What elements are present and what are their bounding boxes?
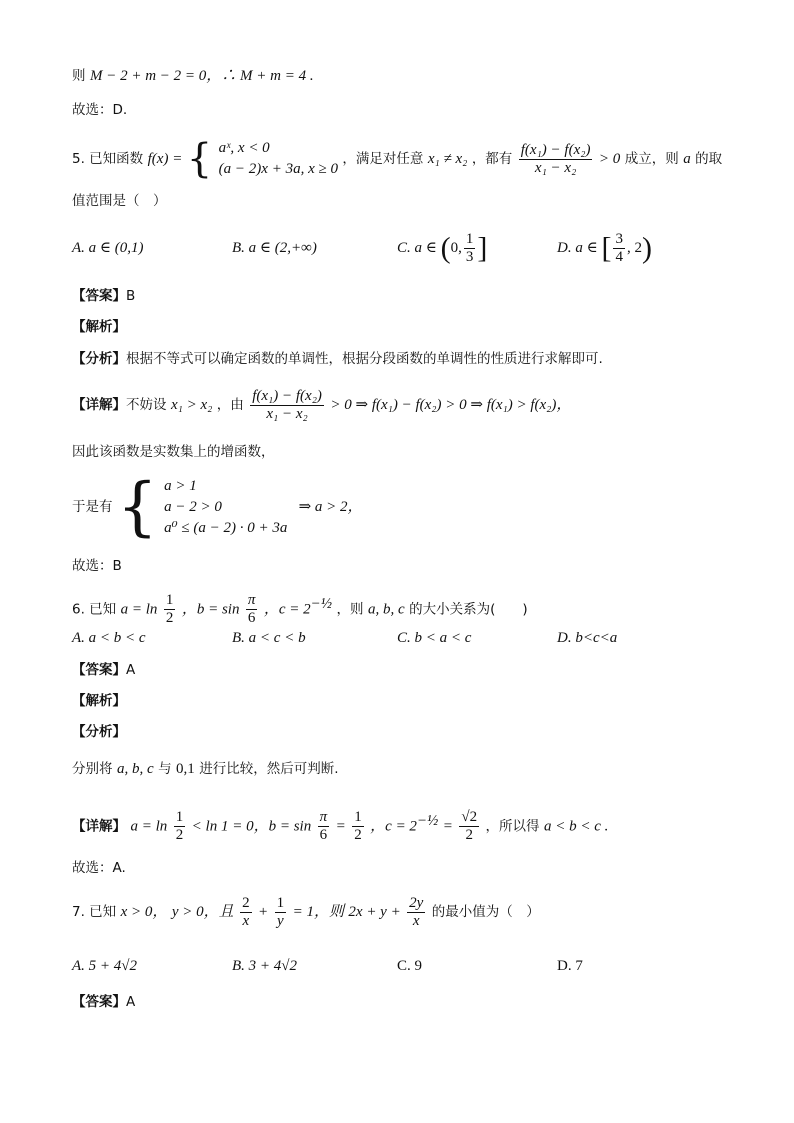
math-expression: ⇒ a > 2， <box>298 499 363 515</box>
text: ，都有 <box>471 151 513 167</box>
text: 的大小关系为( ) <box>409 601 528 618</box>
system-row: a > 1 <box>164 477 197 494</box>
math-expression: x₁ > x₂ <box>170 397 213 413</box>
variable: a <box>683 151 691 167</box>
fraction: $\frac{1}{2}$ <box>165 592 174 627</box>
fraction <box>613 231 625 266</box>
text: 于是有 <box>72 499 113 515</box>
inequality-system <box>164 476 294 539</box>
answer-line <box>72 286 135 306</box>
fraction: $\frac{1}{2}$ <box>354 809 362 844</box>
fraction-denominator: x <box>242 912 250 929</box>
math-expression: x > 0， <box>120 904 168 920</box>
analysis-tag: 【解析】 <box>72 693 126 709</box>
case-2: (a − 2)x + 3a, x ≥ 0 <box>218 161 338 177</box>
fraction-numerator: 1 <box>465 231 474 248</box>
case-1: aˣ, x < 0 <box>218 140 270 156</box>
text-line <box>72 66 314 86</box>
question-6-stem <box>72 584 528 630</box>
text: 成立，则 <box>624 151 679 167</box>
option-d: D. a ∈ [ $\frac{3}{4}$ , 2) <box>557 231 652 266</box>
question-6-prefix: 6. 已知 <box>72 601 117 618</box>
math-expression: ，c = 2 <box>263 601 311 618</box>
option-c: C. 9 <box>397 958 423 974</box>
math-expression: a < b < c . <box>543 818 609 835</box>
exponent: −½ <box>310 596 333 612</box>
paren-symbol: ( <box>440 231 451 265</box>
answer-value: B <box>126 288 136 304</box>
fraction-denominator: 4 <box>615 249 623 266</box>
option-c: C. a ∈ (0, $\frac{1}{3}$ ] <box>397 231 488 266</box>
fenxi-tag: 【分析】 <box>72 724 126 740</box>
fraction-numerator: π <box>247 592 256 609</box>
answer-line <box>72 992 135 1012</box>
numbers: 0,1 <box>176 761 195 777</box>
detail-line <box>72 385 571 425</box>
fraction <box>464 231 476 266</box>
text: ，则 <box>336 601 364 618</box>
fraction-numerator: √2 <box>461 809 478 826</box>
fraction: $\frac{1}{2}$ <box>175 809 184 844</box>
system-row: a − 2 > 0 <box>164 498 222 515</box>
analysis-tag: 【解析】 <box>72 319 126 335</box>
option-label: D. a ∈ <box>557 240 598 256</box>
option-d: D. b<c<a <box>557 630 618 646</box>
equals-symbol: = <box>335 818 346 835</box>
plus-symbol: + <box>258 904 269 920</box>
question-5-stem <box>72 138 722 180</box>
answer-tag: 【答案】 <box>72 662 126 678</box>
fraction-numerator: 2y <box>409 894 424 911</box>
fraction <box>407 895 425 930</box>
option-a: A. a ∈ (0,1) <box>72 240 144 256</box>
fraction <box>318 809 330 844</box>
fraction <box>250 388 324 423</box>
text: 则 <box>72 68 86 84</box>
variables: a, b, c <box>367 601 405 618</box>
fraction-numerator: π <box>319 809 328 826</box>
fraction <box>240 895 252 930</box>
fraction-denominator: y <box>277 912 284 929</box>
system-line <box>72 470 363 544</box>
fraction <box>519 142 593 177</box>
math-expression: y > 0，且 <box>171 904 234 920</box>
piecewise-cases <box>219 138 338 180</box>
detail-line <box>72 800 608 848</box>
paren-symbol: ) <box>641 231 652 265</box>
math-expression: ，c = 2 <box>370 818 417 835</box>
brace-symbol: { <box>186 136 213 182</box>
fraction-numerator: 1 <box>276 894 285 911</box>
fenxi-line <box>72 759 339 779</box>
question-5-stem-cont: 值范围是（ ） <box>72 193 167 209</box>
math-expression: a = ln <box>130 818 168 835</box>
option-b: B. 3 + 4√2 <box>232 958 298 974</box>
fenxi-tag: 【分析】 <box>72 351 126 367</box>
math-expression: > 0 ⇒ f(x₁) − f(x₂) > 0 ⇒ f(x₁) > f(x₂)， <box>330 397 572 413</box>
fraction-numerator: f(x₁) − f(x₂) <box>252 387 322 404</box>
option-c: C. b < a < c <box>397 630 472 646</box>
choose-line: 故选：B <box>72 558 122 574</box>
text: 不妨设 <box>126 397 167 413</box>
fraction-denominator: 6 <box>247 610 256 627</box>
question-5-prefix: 5. 已知函数 <box>72 151 144 167</box>
bracket-symbol: [ <box>601 231 612 265</box>
fraction-denominator: 2 <box>465 827 473 844</box>
text: ，由 <box>216 397 244 413</box>
math-expression: 2x + y + <box>348 904 401 920</box>
fraction-numerator: 3 <box>615 231 623 248</box>
option-label: C. a ∈ <box>397 240 437 256</box>
fraction <box>275 895 287 930</box>
option-a: A. 5 + 4√2 <box>72 958 138 974</box>
fenxi-line <box>72 349 603 369</box>
fraction-denominator: x <box>412 912 420 929</box>
math-expression: = 1，则 <box>292 904 344 920</box>
text: 的取 <box>695 151 723 167</box>
variables: a, b, c <box>116 761 154 777</box>
answer-value: A <box>126 662 136 678</box>
option-a: A. a < b < c <box>72 630 146 646</box>
bracket-symbol: ] <box>477 231 488 265</box>
math-expression: M − 2 + m − 2 = 0，∴ M + m = 4 . <box>89 68 314 84</box>
fraction-denominator: x₁ − x₂ <box>266 405 308 422</box>
function-label: f(x) = <box>147 151 183 167</box>
option-d: D. 7 <box>557 958 583 974</box>
math-expression: ，b = sin <box>181 601 240 618</box>
text: 进行比较，然后可判断. <box>199 761 339 777</box>
answer-tag: 【答案】 <box>72 288 126 304</box>
text: ，所以得 <box>485 818 540 835</box>
math-expression: a = ln <box>120 601 158 618</box>
equals-symbol: = <box>442 818 453 835</box>
fraction-numerator: f(x₁) − f(x₂) <box>520 141 591 158</box>
choose-line: 故选：A. <box>72 860 126 876</box>
text: 分别将 <box>72 761 113 777</box>
answer-tag: 【答案】 <box>72 994 126 1010</box>
fenxi-text: 根据不等式可以确定函数的单调性，根据分段函数的单调性的性质进行求解即可. <box>126 351 603 367</box>
option-b: B. a < c < b <box>232 630 306 646</box>
question-7-prefix: 7. 已知 <box>72 904 117 920</box>
fraction-denominator: 3 <box>465 249 474 266</box>
detail-tag: 【详解】 <box>72 818 126 835</box>
condition: x₁ ≠ x₂ <box>427 151 468 167</box>
fraction <box>459 809 479 844</box>
option-b: B. a ∈ (2,+∞) <box>232 240 317 256</box>
system-row: a⁰ ≤ (a − 2) · 0 + 3a <box>164 519 288 536</box>
exponent: −½ <box>416 813 439 829</box>
text: 的最小值为（ ） <box>431 904 540 920</box>
fraction-numerator: 2 <box>242 894 250 911</box>
text: 与 <box>158 761 172 777</box>
answer-line <box>72 660 135 680</box>
question-7-stem <box>72 891 540 933</box>
fraction-denominator: x₁ − x₂ <box>534 159 577 176</box>
detail-tag: 【详解】 <box>72 397 126 413</box>
inequality: > 0 <box>598 151 621 167</box>
brace-symbol: { <box>116 470 158 544</box>
math-expression: < ln 1 = 0，b = sin <box>191 818 312 835</box>
choose-line: 故选：D. <box>72 102 128 118</box>
fraction-denominator: 6 <box>319 827 328 844</box>
fraction <box>246 592 258 627</box>
text-line: 因此该函数是实数集上的增函数， <box>72 444 275 460</box>
answer-value: A <box>126 994 136 1010</box>
text: ，满足对任意 <box>342 151 424 167</box>
